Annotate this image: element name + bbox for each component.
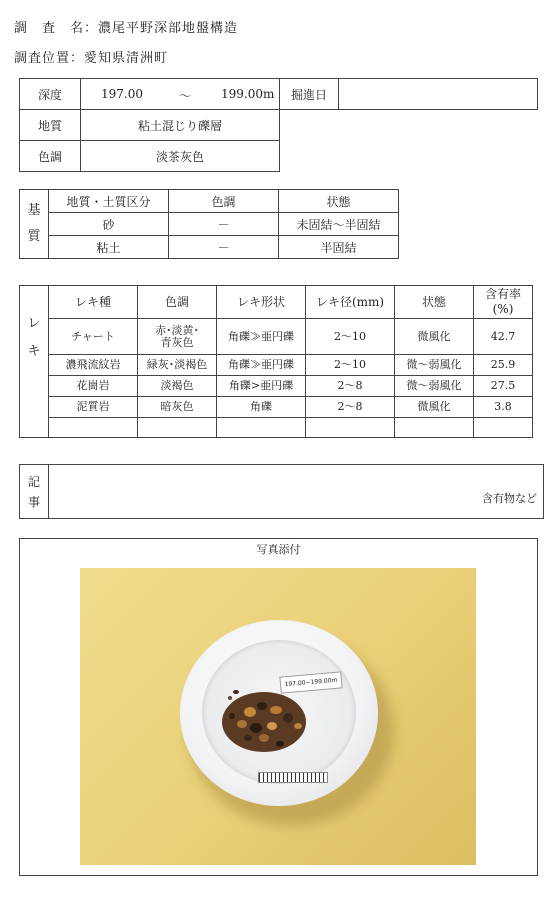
sample-bowl <box>180 620 378 806</box>
depth-to: 199.00m <box>221 87 275 101</box>
depth-table <box>19 78 538 172</box>
geology-value: 粘土混じり礫層 <box>81 110 280 141</box>
sample-photo <box>80 568 476 865</box>
base-header-state: 状態 <box>279 190 399 213</box>
notes-side-label: 記 事 <box>20 465 49 519</box>
location-line: 調査位置：愛知県清洲町 <box>14 51 169 66</box>
survey-name-label: 調 査 名 <box>14 21 85 36</box>
location-label: 調査位置 <box>14 51 71 66</box>
drill-date-label: 掘進日 <box>280 79 339 110</box>
location: 愛知県清洲町 <box>84 51 169 66</box>
depth-tilde: ～ <box>179 89 192 103</box>
gravel-header-shape: レキ形状 <box>217 286 306 319</box>
table-row: 泥質岩 暗灰色 角礫 2～8 微風化 3.8 <box>20 397 533 418</box>
drill-date-value <box>339 79 538 110</box>
base-side-label: 基 質 <box>20 190 49 259</box>
gravel-table <box>19 285 533 438</box>
notes-table <box>19 464 544 519</box>
color-value: 淡茶灰色 <box>81 141 280 172</box>
gravel-header-size: レキ径(mm) <box>306 286 395 319</box>
depth-range <box>81 79 280 110</box>
gravel-header-ratio: 含有率 (%) <box>474 286 533 319</box>
table-row: チャート 赤･淡黄･ 青灰色 角礫≫亜円礫 2～10 微風化 42.7 <box>20 319 533 355</box>
photo-section <box>19 538 538 876</box>
depth-from: 197.00 <box>101 87 143 101</box>
photo-title: 写真添付 <box>256 543 301 556</box>
color-label: 色調 <box>20 141 81 172</box>
table-row: 濃飛流紋岩 緑灰･淡褐色 角礫≫亜円礫 2～10 微～弱風化 25.9 <box>20 355 533 376</box>
gravel-header-state: 状態 <box>395 286 474 319</box>
table-row: 粘土 － 半固結 <box>20 236 399 259</box>
table-row: 花崗岩 淡褐色 角礫>亜円礫 2～8 微～弱風化 27.5 <box>20 376 533 397</box>
gravel-header-type: レキ種 <box>49 286 138 319</box>
base-material-table <box>19 189 399 259</box>
depth-label: 深度 <box>20 79 81 110</box>
table-row: 砂 － 未固結～半固結 <box>20 213 399 236</box>
sample-depth-label: 197.00~199.00m <box>279 671 342 693</box>
base-header-color: 色調 <box>169 190 279 213</box>
geology-label: 地質 <box>20 110 81 141</box>
gravel-header-color: 色調 <box>138 286 217 319</box>
notes-content: 含有物など <box>49 465 544 519</box>
survey-name-line: 調 査 名：濃尾平野深部地盤構造 <box>14 21 239 36</box>
gravel-sample-image <box>202 640 356 784</box>
table-row-empty <box>20 418 533 438</box>
gravel-side-label: レ キ <box>20 286 49 438</box>
survey-name: 濃尾平野深部地盤構造 <box>98 21 239 36</box>
scale-ruler <box>258 772 328 783</box>
base-header-class: 地質・土質区分 <box>49 190 169 213</box>
